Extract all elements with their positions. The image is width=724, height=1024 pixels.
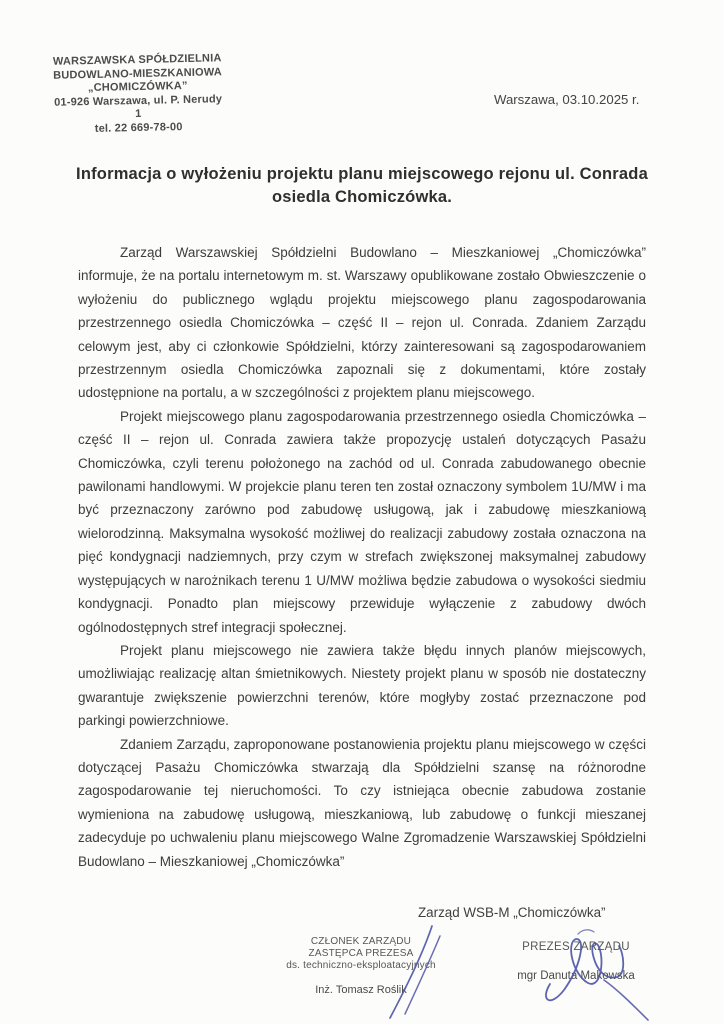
letterhead-line: „CHOMICZÓWKA” [87,80,188,95]
signatory-role: CZŁONEK ZARZĄDU [310,936,412,947]
document-title: Informacja o wyłożeniu projektu planu miejscowego rejonu ul. Conrada osiedla Chomiczówka. [76,165,648,206]
letterhead-line: 01-926 Warszawa, ul. P. Nerudy 1 [54,93,223,121]
paragraph: Zarząd Warszawskiej Spółdzielni Budowlano – Mieszkaniowej „Chomiczówka” informuje, że na portalu internetowym m. st. Warszawy opublikowane zostało Obwieszczenie o wyłożeniu do publicznego wglądu projektu miejscowego planu zagospodarowania przestrzennego osiedla Chomiczówka – część II – rejon ul. Conrada. Zdaniem Zarządu celowym jest, aby ci członkowie Spółdzielni, którzy zainteresowani są zagospodarowaniem przestrzennym osiedla Chomiczówka zapoznali się z dokumentami, które zostały udostępnione na portalu, a w szczególności z projektem planu miejscowego. [78,245,646,401]
signatory-right-block [494,941,658,982]
signatory-name: mgr Danuta Makowska [517,970,635,982]
letterhead-stamp [49,52,227,137]
signatory-name: Inż. Tomasz Roślik [315,984,407,997]
letterhead-line: BUDOWLANO-MIESZKANIOWA [53,65,223,82]
signatory-role: ZASTĘPCA PREZESA [308,947,414,959]
letterhead-line: tel. 22 669-78-00 [94,121,183,135]
letter-body [78,241,646,873]
paragraph: Projekt miejscowego planu zagospodarowania przestrzennego osiedla Chomiczówka – część II – rejon ul. Conrada zawiera także propozycję ustaleń dotyczących Pasażu Chomiczówka, czyli terenu położonego na zachód od ul. Conrada zabudowanego obecnie pawilonami handlowymi. W projekcie planu teren ten został oznaczony symbolem 1U/MW i ma być przeznaczony zarówno pod zabudowę usługową, jak i zabudowę mieszkaniową wielorodzinną. Maksymalna wysokość możliwej do realizacji zabudowy została oznaczona na pięć kondygnacji nadziemnych, przy czym w strefach zwiększonej maksymalnej zabudowy występujących w narożnikach terenu 1 U/MW możliwa będzie zabudowa o wysokości siedmiu kondygnacji. Ponadto plan miejscowy przewiduje wyłączenie z zabudowy dwóch ogólnodostępnych stref integracji społecznej. [78,408,646,635]
signatory-left-block [276,936,446,996]
dateline: Warszawa, 03.10.2025 r. [494,92,640,107]
paragraph: Projekt planu miejscowego nie zawiera także błędu innych planów miejscowych, umożliwiając realizację altan śmietnikowych. Niestety projekt planu w sposób nie dostateczny gwarantuje zwiększenie powierzchni terenów, które mogłyby zostać przeznaczone pod parkingi powierzchniowe. [78,642,646,729]
paragraph: Zdaniem Zarządu, zaproponowane postanowienia projektu planu miejscowego w części dotyczącej Pasażu Chomiczówka stwarzają dla Spółdzielni szansę na różnorodne zagospodarowanie tej nieruchomości. To czy istniejąca obecnie zabudowa zostanie wymieniona na zabudowę usługową, mieszkaniową, lub zabudowę o funkcji mieszanej zadecyduje po uchwaleniu planu miejscowego Walne Zgromadzenie Warszawskiej Spółdzielni Budowlano – Mieszkaniowej „Chomiczówka” [78,736,646,869]
signatory-role: ds. techniczno-eksploatacyjnych [286,959,436,971]
signatory-role: PREZES ZARZĄDU [522,941,630,953]
letterhead-line: WARSZAWSKA SPÓŁDZIELNIA [52,52,222,68]
board-signature-heading: Zarząd WSB-M „Chomiczówka” [418,905,606,920]
